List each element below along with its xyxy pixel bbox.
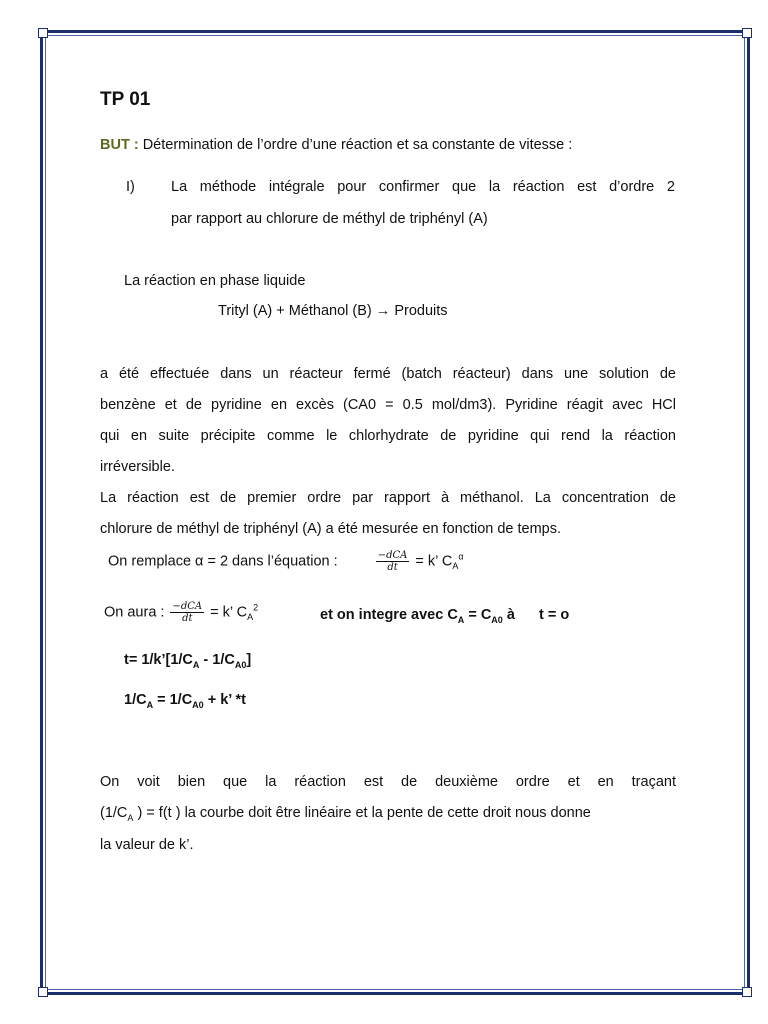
integrated-equation-post: ] xyxy=(246,652,252,668)
border-corner-top-right xyxy=(742,28,752,38)
paragraph1-line-1: a été effectuée dans un réacteur fermé (batch réacteur) dans une solution de xyxy=(100,366,676,382)
integration-condition-sub2: A0 xyxy=(491,614,503,625)
rate-fraction-2 xyxy=(170,601,204,624)
integration-condition-mid: = C xyxy=(464,607,492,623)
equation-order2-sup: 2 xyxy=(253,602,259,613)
conclusion-line-3: la valeur de k’. xyxy=(100,837,194,853)
reaction-intro: La réaction en phase liquide xyxy=(124,273,306,289)
fraction-denominator: dt xyxy=(387,562,398,573)
conclusion-line-2-sub: A xyxy=(127,812,134,823)
integration-condition-pre: et on integre avec C xyxy=(320,607,458,623)
rate-fraction xyxy=(376,550,410,573)
paragraph1-line-3: qui en suite précipite comme le chlorhydrate de pyridine qui rend la réaction xyxy=(100,428,676,444)
objective-label: BUT : xyxy=(100,137,139,153)
equation-order2-rhs: = k’ C xyxy=(210,604,248,621)
equation-alpha xyxy=(108,550,464,573)
integrated-equation-sub1: A xyxy=(192,659,200,670)
fraction-numerator-2: −dCA xyxy=(172,601,203,612)
border-corner-bottom-left xyxy=(38,987,48,997)
paragraph2-line-2: chlorure de méthyl de triphényl (A) a été mesurée en fonction de temps. xyxy=(100,521,562,537)
integration-condition-a: à xyxy=(502,607,515,623)
reaction-equation: Trityl (A) + Méthanol (B) → Produits xyxy=(218,303,448,319)
paragraph2-line-1: La réaction est de premier ordre par rapport à méthanol. La concentration de xyxy=(100,490,676,506)
fraction-denominator-2: dt xyxy=(182,613,193,624)
border-corner-top-left xyxy=(38,28,48,38)
border-corner-bottom-right xyxy=(742,987,752,997)
equation-alpha-rhs: = k’ C xyxy=(415,553,453,570)
document-title: TP 01 xyxy=(100,89,151,110)
linear-equation xyxy=(124,692,246,710)
equation-alpha-sub: A xyxy=(452,561,459,572)
integrated-equation-mid: - 1/C xyxy=(199,652,235,668)
paragraph1-line-4: irréversible. xyxy=(100,459,175,475)
conclusion-line-2 xyxy=(100,805,591,823)
conclusion-line-2-pre: (1/C xyxy=(100,805,128,821)
integrated-equation-sub2: A0 xyxy=(234,659,247,670)
linear-equation-post: + k’ *t xyxy=(203,692,247,708)
section-line-2: par rapport au chlorure de méthyl de triphényl (A) xyxy=(171,211,488,227)
conclusion-line-2-post: ) = f(t ) la courbe doit être linéaire et la pente de cette droit nous donne xyxy=(133,805,591,821)
linear-equation-mid: = 1/C xyxy=(153,692,193,708)
linear-equation-sub1: A xyxy=(146,699,154,710)
equation-order2 xyxy=(104,601,258,624)
equation-order2-text: On aura : xyxy=(104,604,165,621)
section-line-1: La méthode intégrale pour confirmer que la réaction est d’ordre 2 xyxy=(171,179,675,195)
equation-order2-sub: A xyxy=(247,612,254,623)
integration-condition-t: t = o xyxy=(538,607,570,623)
integration-condition xyxy=(320,607,569,625)
linear-equation-pre: 1/C xyxy=(124,692,147,708)
objective-text: Détermination de l’ordre d’une réaction et sa constante de vitesse : xyxy=(142,137,573,153)
linear-equation-sub2: A0 xyxy=(192,699,204,710)
integration-condition-sub1: A xyxy=(457,614,465,625)
paragraph1-line-2: benzène et de pyridine en excès (CA0 = 0.5 mol/dm3). Pyridine réagit avec HCl xyxy=(100,397,676,413)
objective-line xyxy=(100,137,572,153)
equation-alpha-text: On remplace α = 2 dans l’équation : xyxy=(108,553,338,570)
equation-alpha-sup: α xyxy=(458,551,464,562)
section-marker: I) xyxy=(126,179,135,195)
integrated-equation xyxy=(124,652,251,670)
integrated-equation-pre: t= 1/k’[1/C xyxy=(124,652,193,668)
conclusion-line-1: On voit bien que la réaction est de deuxième ordre et en traçant xyxy=(100,774,676,790)
fraction-numerator: −dCA xyxy=(377,550,408,561)
